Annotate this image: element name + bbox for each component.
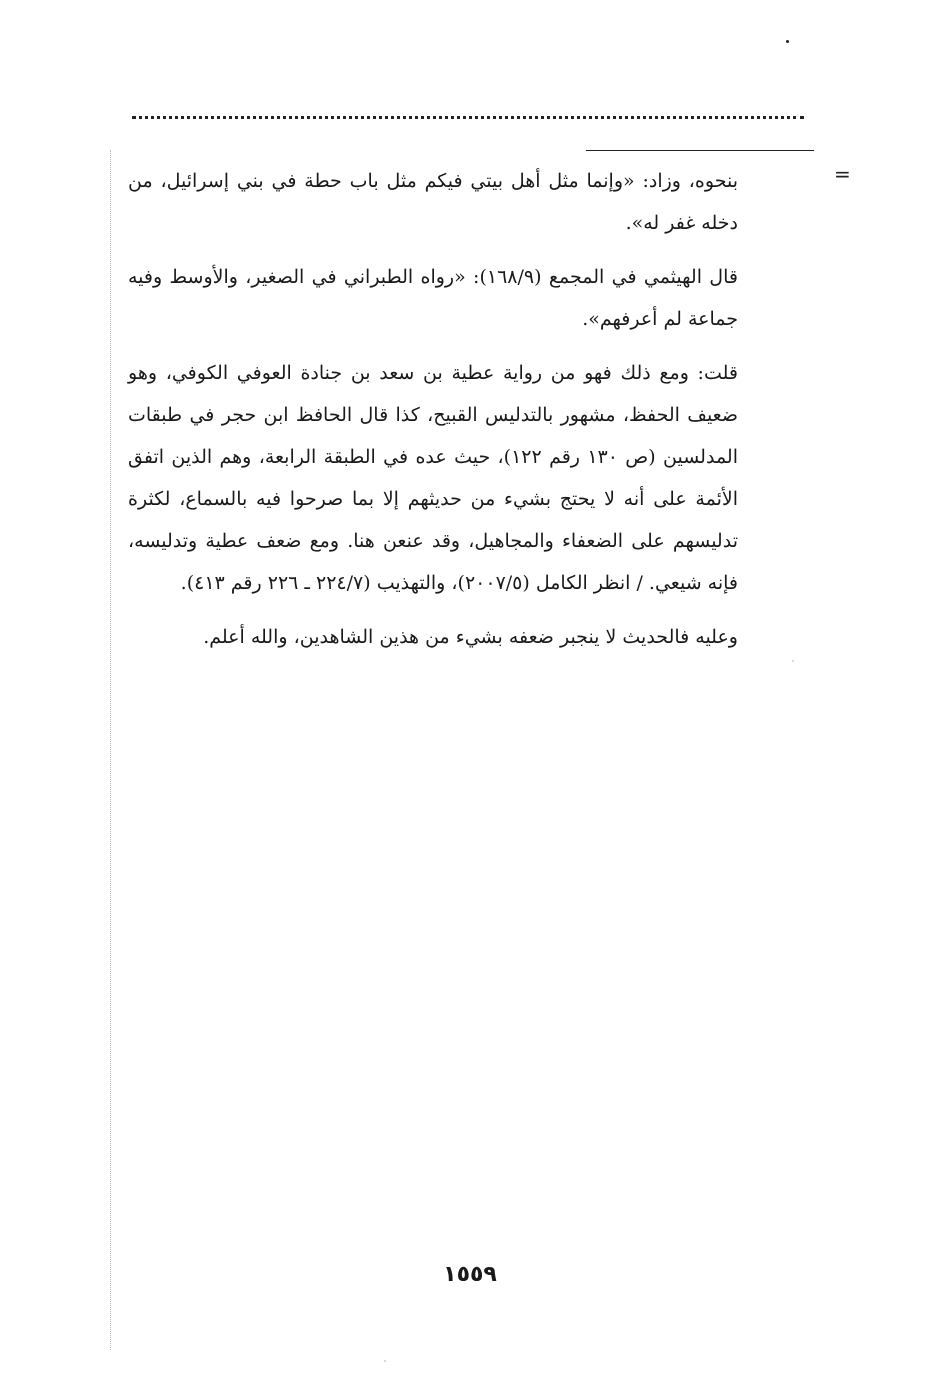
paragraph-4: وعليه فالحديث لا ينجبر ضعفه بشيء من هذين الشاهدين، والله أعلم.	[203, 626, 738, 648]
footnote-text	[128, 160, 738, 670]
dotted-separator-rule	[132, 116, 804, 119]
scan-speck	[792, 660, 794, 662]
left-margin-line	[110, 150, 111, 1350]
paragraph-1: بنحوه، وزاد: «وإنما مثل أهل بيتي فيكم مثل باب حطة في بني إسرائيل، من دخله غفر له».	[128, 170, 738, 234]
paragraph-2: قال الهيثمي في المجمع (١٦٨/٩): «رواه الطبراني في الصغير، والأوسط وفيه جماعة لم أعرفهم».	[128, 266, 738, 330]
top-ink-dot	[786, 40, 789, 43]
paragraph-3: قلت: ومع ذلك فهو من رواية عطية بن سعد بن جنادة العوفي الكوفي، وهو ضعيف الحفظ، مشهور بالتدليس القبيح، كذا قال الحافظ ابن حجر في طبقات المدلسين (ص ١٣٠ رقم ١٢٢)، حيث عده في الطبقة الرابعة، وهم الذين اتفق الأئمة على أنه لا يحتج بشيء من حديثهم إلا بما صرحوا فيه بالسماع، لكثرة تدليسهم على الضعفاء والمجاهيل، وقد عنعن هنا. ومع ضعف عطية وتدليسه، فإنه شيعي. / انظر الكامل (٢٠٠٧/٥)، والتهذيب (٢٢٤/٧ ـ ٢٢٦ رقم ٤١٣).	[128, 362, 738, 594]
page-number: ١٥٥٩	[443, 1262, 497, 1287]
scan-speck	[384, 1360, 386, 1362]
footnote-separator-rule	[586, 150, 814, 151]
margin-continuation-mark: =	[834, 162, 851, 186]
